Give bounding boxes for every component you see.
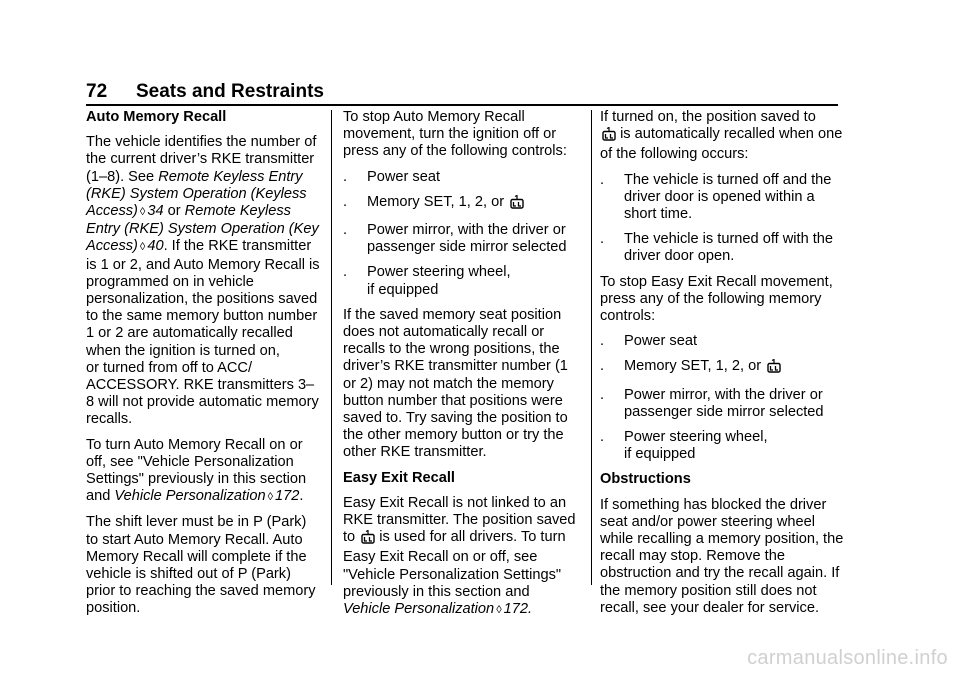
paragraph-obstructions: If something has blocked the driver seat and/or power steering wheel while recalling a memory position, the recall may stop. Remove the obstruction and try the recall again. If the memory position still does not recall, see your dealer for service. (600, 496, 844, 616)
exit-memory-seat-icon (602, 127, 616, 146)
link-rke-keyless-access[interactable]: Remote Keyless Entry (RKE) System Operation (Keyless Access) (86, 168, 307, 220)
memory-controls-list (600, 333, 845, 463)
paragraph-easy-exit-turned-on: If turned on, the position saved to is automatically recalled when one of the following occurs: (600, 109, 843, 163)
page-ref-172[interactable]: 172 (503, 601, 528, 618)
link-vehicle-personalization[interactable]: Vehicle Personalization (343, 601, 495, 618)
paragraph-shift-lever: The shift lever must be in P (Park) to start Auto Memory Recall. Auto Memory Recall will complete if the vehicle is shifted out of P (Park) prior to reaching the saved memory position. (86, 514, 316, 617)
paragraph-turn-on-off: To turn Auto Memory Recall on or off, see "Vehicle Personalization Settings" previously in this section and Vehicle Personalization ◊ 172. (86, 436, 307, 505)
page-ref-arrow-icon: ◊ (139, 241, 146, 254)
page-header (86, 80, 838, 106)
list-item: . Power seat (600, 333, 698, 350)
section-title: Seats and Restraints (136, 81, 324, 102)
column-2 (343, 109, 580, 627)
page-ref-arrow-icon: ◊ (267, 491, 274, 504)
page-number: 72 (86, 81, 108, 102)
paragraph-stop-auto-recall: To stop Auto Memory Recall movement, turn the ignition off or press any of the following controls: (343, 109, 567, 160)
list-item: . The vehicle is turned off with the driver door open. (600, 231, 834, 265)
column-divider-2 (591, 110, 592, 585)
paragraph-rke-identification: The vehicle identifies the number of the current driver’s RKE transmitter (1–8). See Remote Keyless Entry (RKE) System Operation (Keyless Access) ◊ 34 or Remote Keyless Entry (RKE) System Operation (Key Access) ◊ 40. If the RKE transmitter is 1 or 2, and Auto Memory Recall is programmed on in vehicle personalization, the positions saved to the same memory button number 1 or 2 are automatically recalled when the ignition is turned on, or turned from off to ACC/ ACCESSORY. RKE transmitters 3–8 will not provide automatic memory recalls. (86, 134, 320, 428)
column-divider-1 (331, 110, 332, 585)
page-ref-34[interactable]: 34 (147, 203, 164, 220)
list-item: . Memory SET, 1, 2, or (343, 194, 580, 214)
heading-obstructions: Obstructions (600, 471, 691, 488)
list-item: . Memory SET, 1, 2, or (600, 358, 845, 378)
list-item: . Power steering wheel, if equipped (343, 264, 511, 298)
list-item: . Power mirror, with the driver or passenger side mirror selected (600, 386, 824, 420)
paragraph-stop-easy-exit: To stop Easy Exit Recall movement, press any of the following memory controls: (600, 273, 833, 325)
list-item: . Power steering wheel, if equipped (600, 429, 768, 463)
exit-memory-seat-icon (767, 359, 781, 378)
column-3 (600, 109, 845, 625)
exit-memory-seat-icon (510, 195, 524, 214)
page-ref-40[interactable]: 40 (147, 238, 164, 255)
page-ref-arrow-icon: ◊ (496, 604, 502, 617)
stop-controls-list (343, 169, 580, 299)
page-ref-172[interactable]: 172 (275, 488, 300, 505)
link-rke-key-access[interactable]: Remote Keyless Entry (RKE) System Operation (Key Access) (86, 203, 319, 255)
heading-easy-exit-recall: Easy Exit Recall (343, 469, 455, 486)
list-item: . The vehicle is turned off and the driver door is opened within a short time. (600, 171, 832, 223)
column-1 (86, 109, 322, 626)
paragraph-easy-exit: Easy Exit Recall is not linked to an RKE transmitter. The position saved to is used for all drivers. To turn Easy Exit Recall on or off, see "Vehicle Personalization Settings" previously in this section and Vehicle Personalization ◊ 172. (343, 494, 576, 618)
page-ref-arrow-icon: ◊ (139, 206, 146, 219)
watermark-url: carmanualsonline.info (747, 647, 948, 669)
heading-auto-memory-recall: Auto Memory Recall (86, 109, 227, 125)
list-item: . Power seat (343, 168, 441, 185)
list-item: . Power mirror, with the driver or passenger side mirror selected (343, 222, 567, 256)
link-vehicle-personalization[interactable]: Vehicle Personalization (114, 488, 266, 505)
exit-memory-seat-icon (361, 530, 375, 549)
paragraph-saved-position: If the saved memory seat position does not automatically recall or recalls to the wrong positions, the driver’s RKE transmitter number (1 or 2) may not match the memory button number that positions were saved to. Try saving the position to the other memory button or try the other RKE transmitter. (343, 306, 568, 461)
recall-conditions-list (600, 172, 845, 266)
